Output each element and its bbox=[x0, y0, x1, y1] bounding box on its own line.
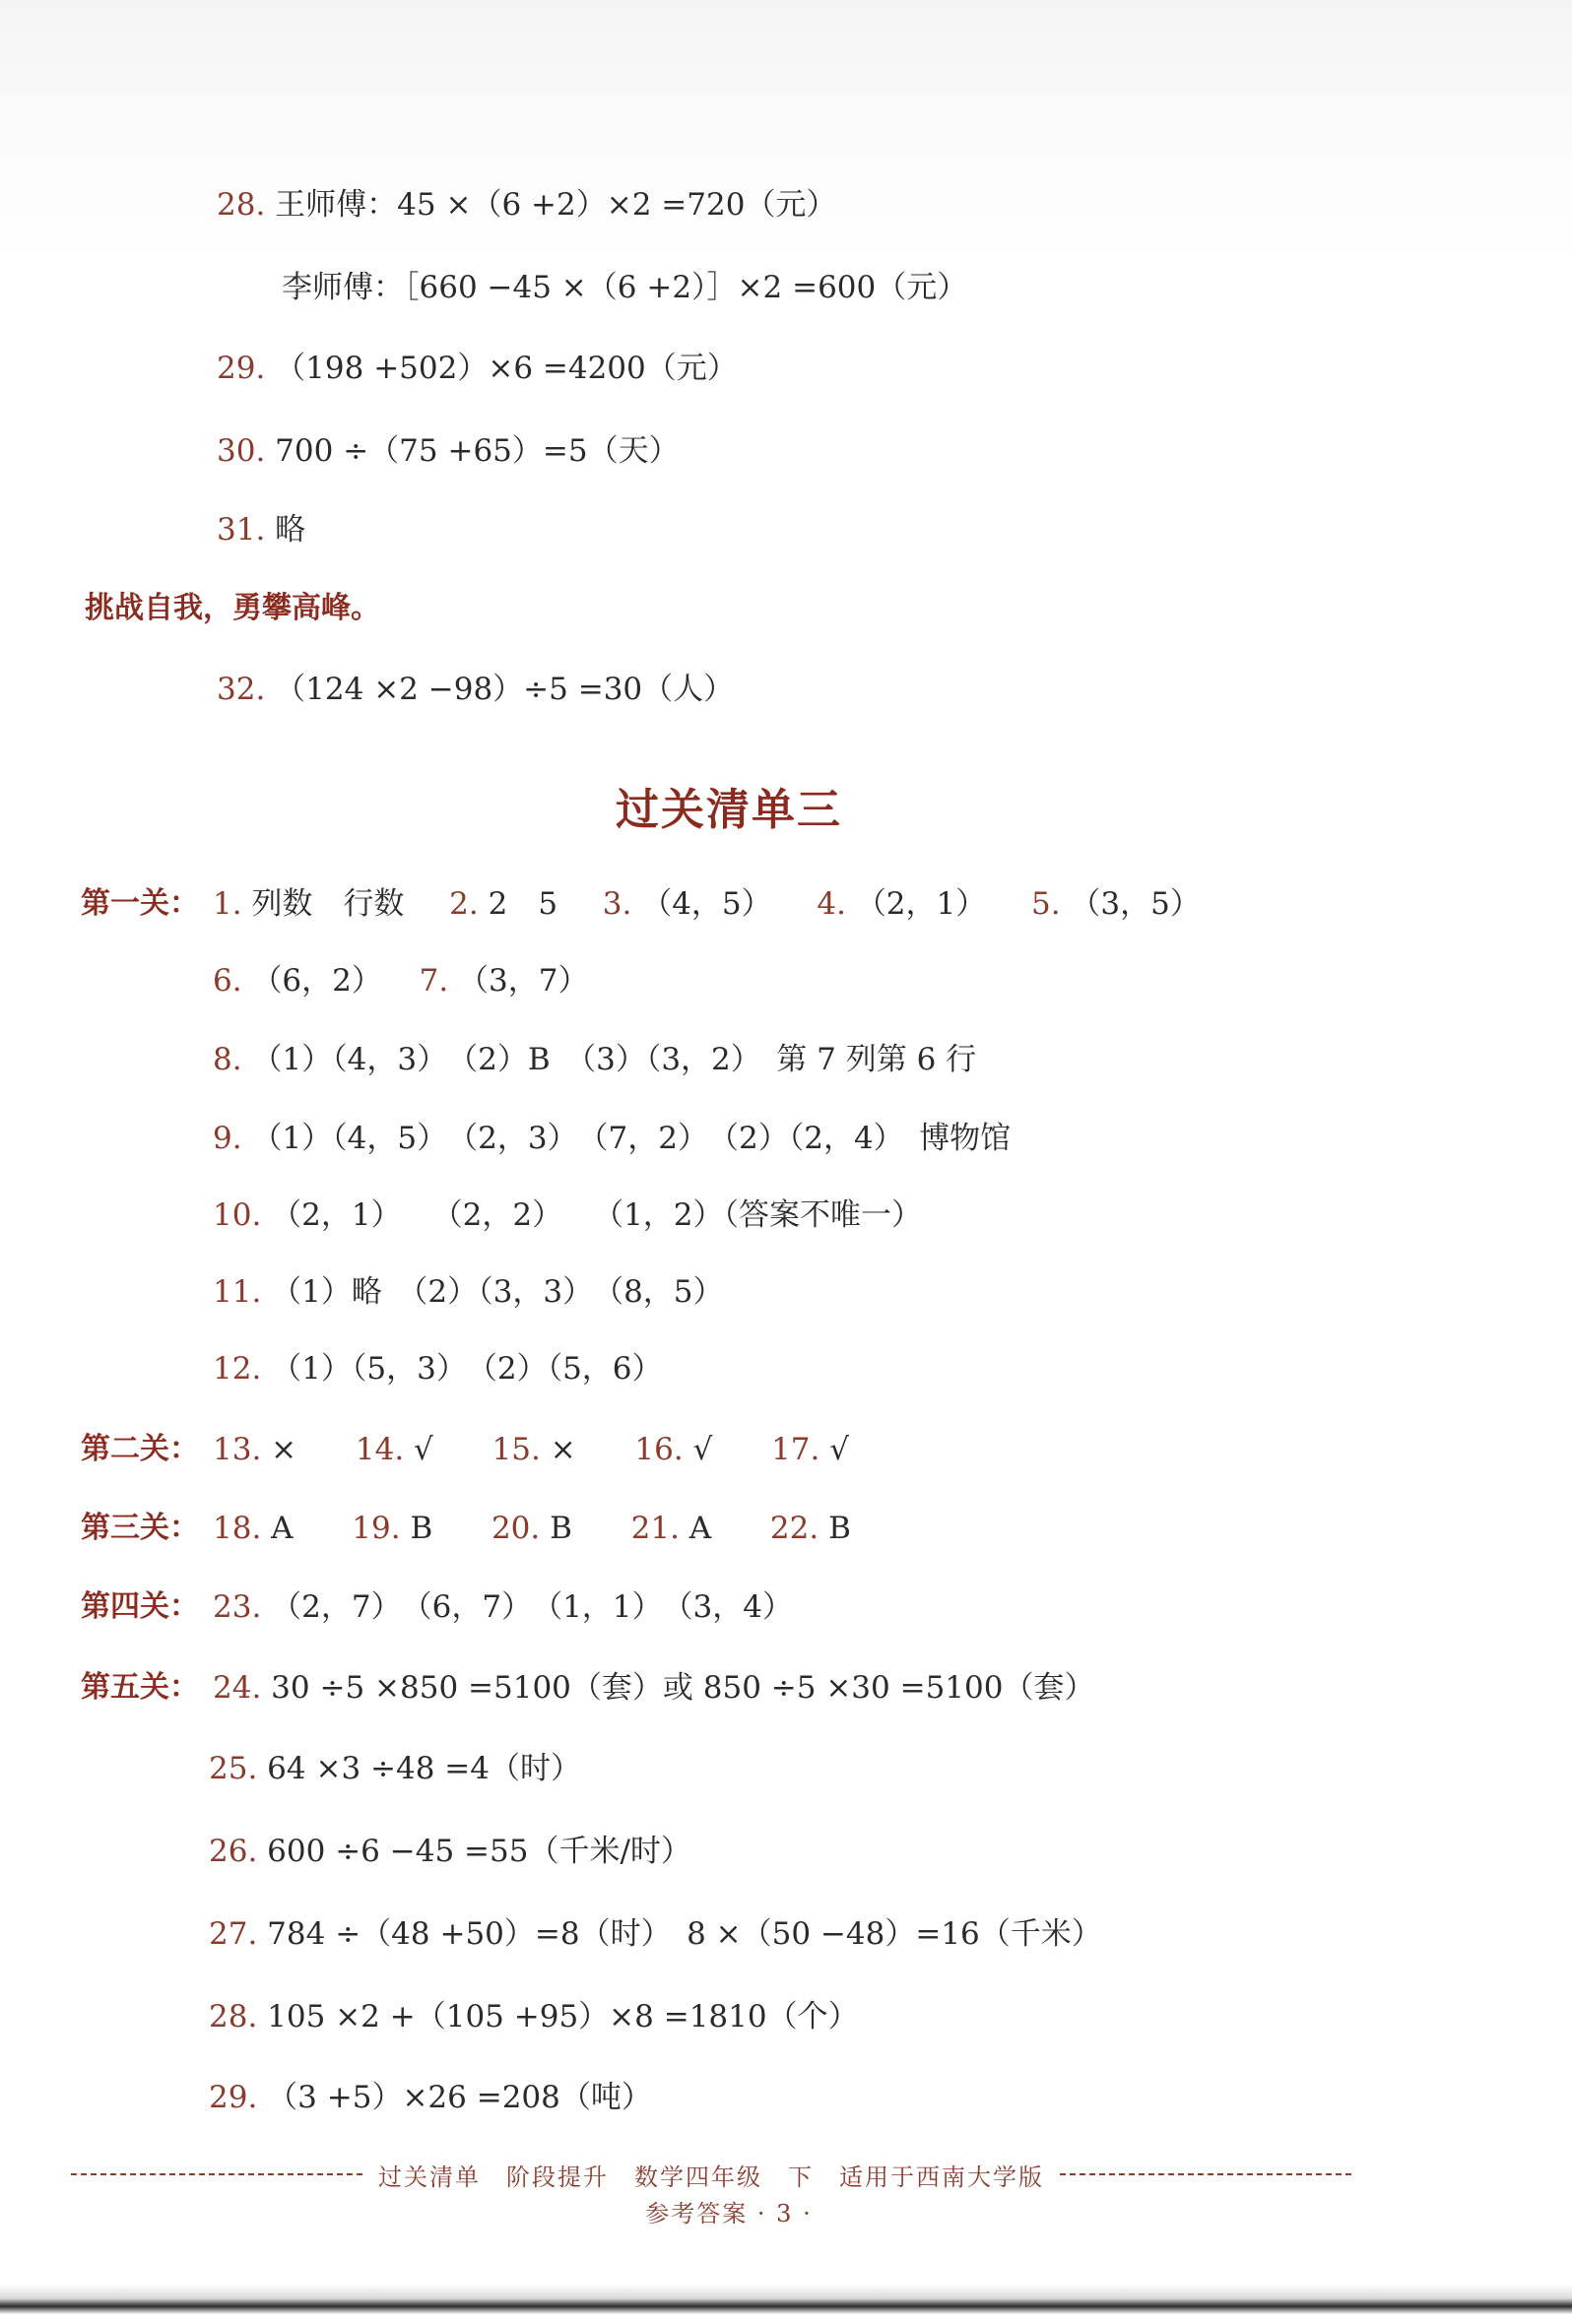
answer-24 bbox=[213, 1668, 1094, 1708]
answer-8 bbox=[213, 1040, 976, 1079]
answer-number: 19. bbox=[352, 1511, 401, 1546]
answer-9 bbox=[213, 1119, 1011, 1158]
answer-text: 600 ÷6 −45 =55（千米/时） bbox=[267, 1834, 691, 1869]
answer-number: 2. bbox=[449, 886, 479, 922]
answer-number: 8. bbox=[213, 1042, 242, 1077]
answer-text: （1）（4，5） （2，3） （7，2） （2）（2，4） 博物馆 bbox=[251, 1121, 1012, 1156]
answer-text: 略 bbox=[275, 512, 306, 548]
answer-28-top bbox=[217, 185, 836, 225]
answer-text: （2，1） bbox=[855, 886, 987, 922]
answer-11 bbox=[213, 1272, 724, 1312]
level-2-label: 第二关： bbox=[81, 1432, 199, 1466]
answer-27 bbox=[209, 1914, 1102, 1954]
answer-number: 11. bbox=[213, 1274, 262, 1310]
answer-number: 29. bbox=[217, 351, 266, 386]
answer-number: 21. bbox=[630, 1511, 680, 1546]
answer-28 bbox=[209, 1997, 859, 2036]
answer-12 bbox=[213, 1349, 663, 1388]
answer-number: 1. bbox=[213, 886, 242, 922]
answer-text: × bbox=[271, 1432, 297, 1467]
answer-text: B bbox=[550, 1511, 572, 1546]
answer-number: 23. bbox=[213, 1589, 262, 1625]
answer-6-7 bbox=[213, 961, 589, 1001]
answer-text: 2 5 bbox=[488, 886, 558, 922]
answer-number: 20. bbox=[491, 1511, 541, 1546]
level-2-line bbox=[213, 1430, 849, 1469]
answer-text: 64 ×3 ÷48 =4（时） bbox=[267, 1751, 581, 1786]
level-3-line bbox=[213, 1509, 851, 1548]
answer-number: 27. bbox=[209, 1916, 258, 1952]
answer-number: 15. bbox=[491, 1432, 541, 1467]
answer-30-top bbox=[217, 431, 680, 471]
answer-29 bbox=[209, 2078, 652, 2117]
answer-number: 26. bbox=[209, 1834, 258, 1869]
answer-25 bbox=[209, 1749, 581, 1788]
answer-number: 32. bbox=[217, 672, 266, 707]
answer-number: 16. bbox=[634, 1432, 684, 1467]
answer-text: √ bbox=[414, 1432, 433, 1467]
footer-text: 过关清单 阶段提升 数学四年级 下 适用于西南大学版 bbox=[378, 2163, 1044, 2191]
answer-text: √ bbox=[829, 1432, 849, 1467]
answer-text: B bbox=[828, 1511, 851, 1546]
answer-number: 25. bbox=[209, 1751, 258, 1786]
answer-text: （2，7） （6，7） （1，1） （3，4） bbox=[271, 1589, 793, 1625]
answer-10 bbox=[213, 1195, 922, 1235]
page-number: 参考答案 · 3 · bbox=[645, 2200, 813, 2227]
answer-number: 7. bbox=[419, 963, 449, 999]
answer-26 bbox=[209, 1832, 691, 1871]
answer-text: 784 ÷（48 +50）=8（时） 8 ×（50 −48）=16（千米） bbox=[267, 1916, 1102, 1952]
answer-text: √ bbox=[692, 1432, 713, 1467]
footer bbox=[71, 2155, 1351, 2194]
level-5-label: 第五关： bbox=[81, 1670, 199, 1705]
answer-text: （6，2） bbox=[251, 963, 382, 999]
answer-number: 5. bbox=[1030, 886, 1061, 922]
answer-text: （1）略 （2）（3，3） （8，5） bbox=[271, 1274, 724, 1310]
answer-text: 王师傅：45 ×（6 +2）×2 =720（元） bbox=[275, 187, 837, 223]
level-4-label: 第四关： bbox=[81, 1589, 199, 1624]
answer-31-top bbox=[217, 510, 305, 549]
answer-text: （124 ×2 −98）÷5 =30（人） bbox=[275, 672, 735, 707]
answer-text: A bbox=[688, 1511, 712, 1546]
answer-number: 12. bbox=[213, 1351, 262, 1387]
answer-number: 30. bbox=[217, 433, 266, 469]
answer-number: 24. bbox=[213, 1670, 262, 1706]
answer-text: （4，5） bbox=[641, 886, 772, 922]
level-1-first-line bbox=[213, 884, 1201, 924]
answer-number: 10. bbox=[213, 1197, 262, 1233]
footer-divider-left bbox=[71, 2173, 362, 2175]
answer-number: 18. bbox=[213, 1511, 262, 1546]
answer-number: 3. bbox=[602, 886, 632, 922]
page-bottom-edge bbox=[0, 2285, 1572, 2324]
answer-number: 14. bbox=[355, 1432, 405, 1467]
answer-number: 28. bbox=[217, 187, 266, 223]
challenge-heading: 挑战自我，勇攀高峰。 bbox=[85, 591, 380, 625]
answer-text: × bbox=[550, 1432, 576, 1467]
answer-number: 31. bbox=[217, 512, 266, 548]
answer-number: 4. bbox=[817, 886, 846, 922]
answer-28-second bbox=[282, 268, 967, 307]
answer-number: 13. bbox=[213, 1432, 262, 1467]
answer-32 bbox=[217, 670, 734, 709]
answer-text: 李师傅：［660 −45 ×（6 +2）］×2 =600（元） bbox=[282, 270, 968, 305]
answer-number: 6. bbox=[213, 963, 242, 999]
answer-text: （1）（4，3） （2）B （3）（3，2） 第 7 列第 6 行 bbox=[251, 1042, 977, 1077]
answer-text: （1）（5，3） （2）（5，6） bbox=[271, 1351, 663, 1387]
answer-text: 105 ×2 +（105 +95）×8 =1810（个） bbox=[267, 1999, 859, 2034]
answer-number: 9. bbox=[213, 1121, 242, 1156]
answer-text: （198 +502）×6 =4200（元） bbox=[275, 351, 738, 386]
answer-text: 30 ÷5 ×850 =5100（套）或 850 ÷5 ×30 =5100（套） bbox=[271, 1670, 1095, 1706]
answer-text: （3，7） bbox=[458, 963, 589, 999]
answer-text: 列数 行数 bbox=[251, 886, 405, 922]
answer-text: （3，5） bbox=[1070, 886, 1201, 922]
answer-number: 22. bbox=[769, 1511, 819, 1546]
level-1-label: 第一关： bbox=[81, 886, 199, 921]
footer-divider-right bbox=[1060, 2173, 1351, 2175]
answer-text: （2，1） （2，2） （1，2）（答案不唯一） bbox=[271, 1197, 923, 1233]
answer-number: 29. bbox=[209, 2080, 258, 2115]
answer-23 bbox=[213, 1587, 793, 1627]
answer-text: （3 +5）×26 =208（吨） bbox=[267, 2080, 652, 2115]
answer-text: B bbox=[410, 1511, 433, 1546]
level-3-label: 第三关： bbox=[81, 1511, 199, 1545]
answer-number: 17. bbox=[771, 1432, 820, 1467]
answer-29-top bbox=[217, 349, 738, 388]
section-title: 过关清单三 bbox=[616, 785, 842, 835]
answer-text: A bbox=[271, 1511, 294, 1546]
answer-text: 700 ÷（75 +65）=5（天） bbox=[275, 433, 680, 469]
answer-number: 28. bbox=[209, 1999, 258, 2034]
